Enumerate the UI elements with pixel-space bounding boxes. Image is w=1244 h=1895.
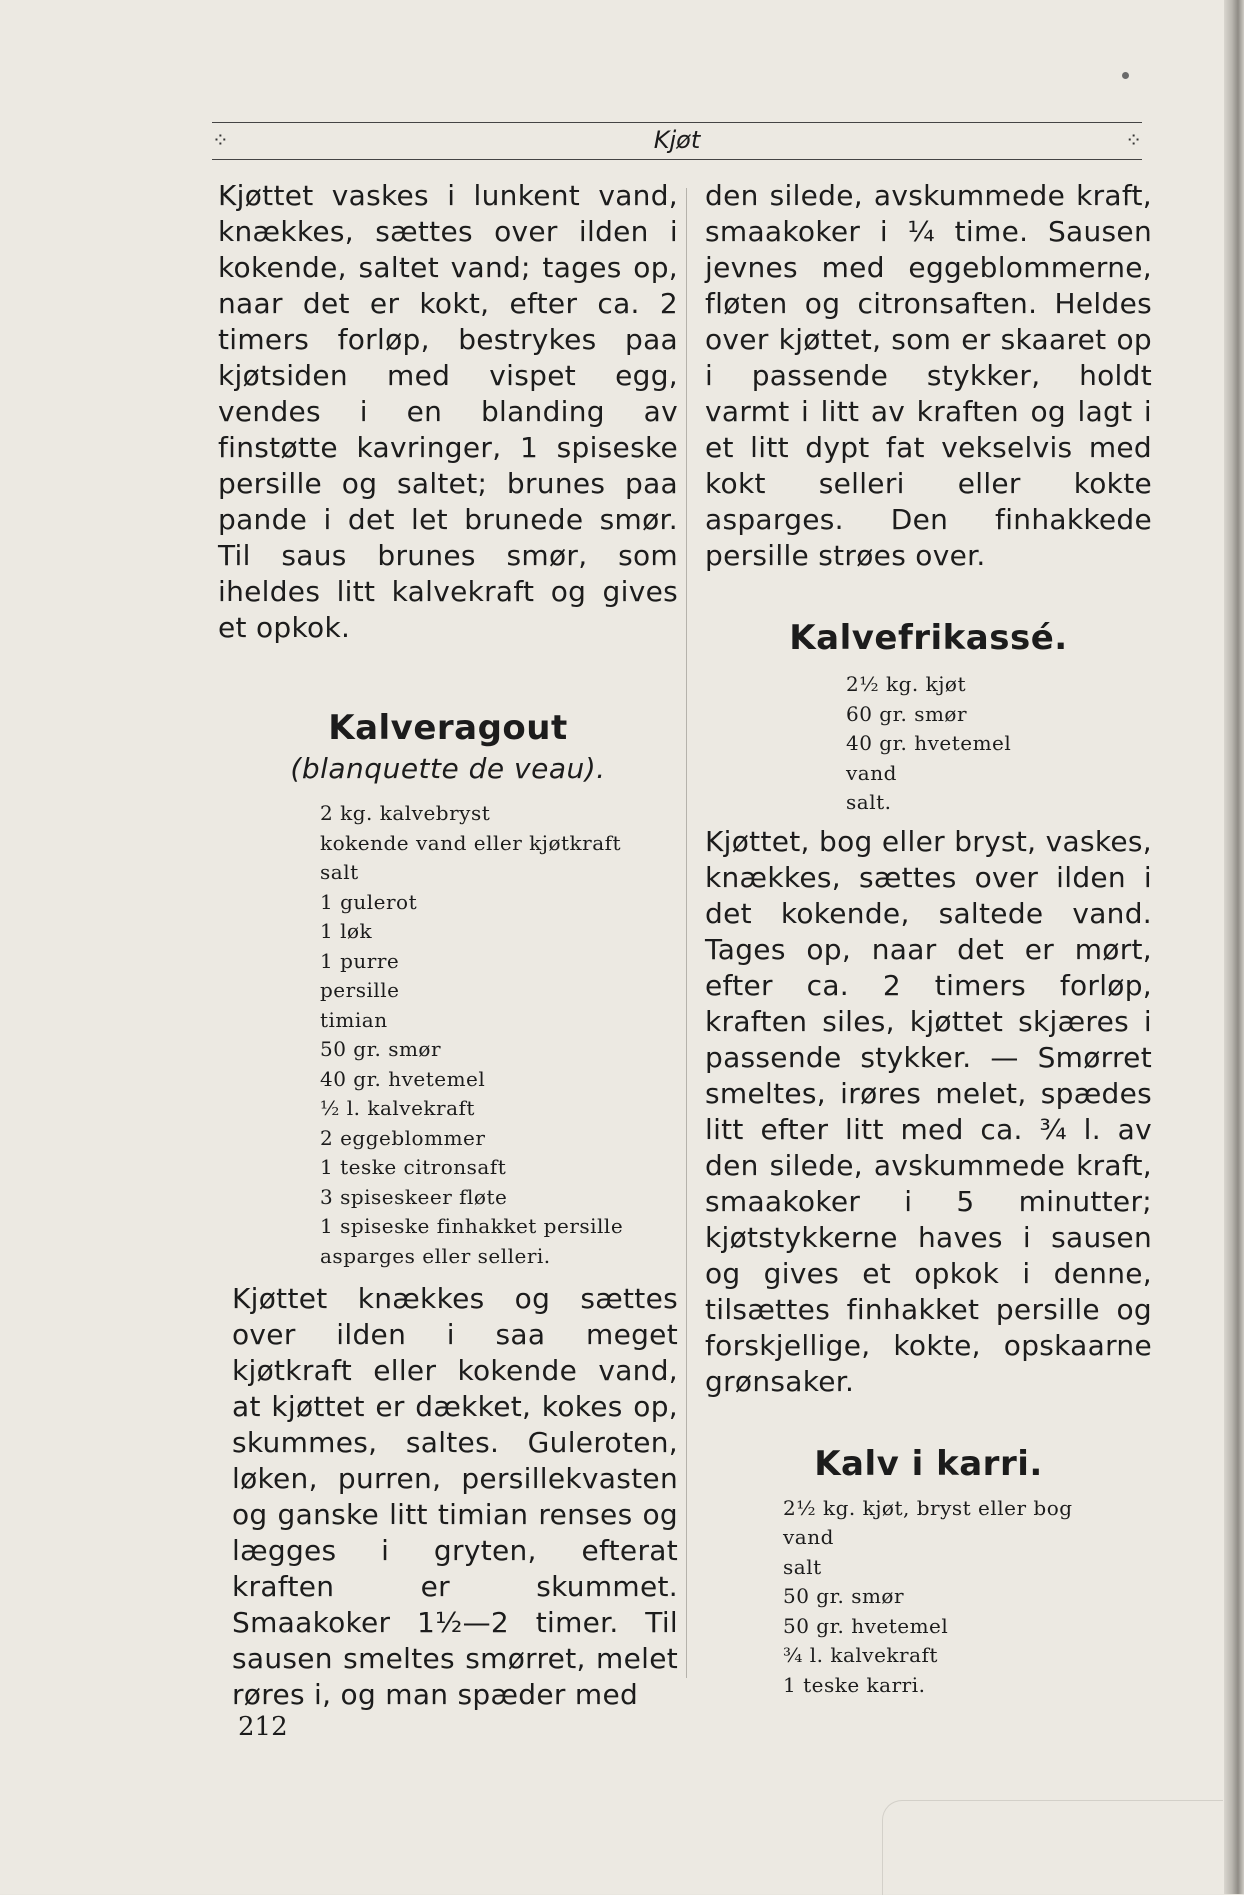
- print-speck: [1122, 72, 1129, 79]
- ingredient-item: 2 kg. kalvebryst: [320, 801, 491, 825]
- right-column: [705, 178, 1152, 1700]
- ingredient-item: 1 purre: [320, 948, 400, 973]
- ingredient-item: persille: [320, 978, 400, 1002]
- ingredient-item: 2½ kg. kjøt, bryst eller bog: [783, 1495, 1073, 1520]
- ingredient-item: ¾ l. kalvekraft: [783, 1643, 938, 1667]
- ingredient-item: 2 eggeblommer: [320, 1125, 486, 1150]
- running-head: [212, 118, 1142, 160]
- ingredient-list-kalveragout: [320, 799, 678, 1271]
- ingredient-item: salt: [783, 1554, 822, 1579]
- ornament-right-icon: ⁘: [1125, 128, 1142, 152]
- ingredient-item: 50 gr. hvetemel: [783, 1613, 949, 1638]
- ingredient-item: 40 gr. hvetemel: [320, 1066, 486, 1091]
- ingredient-item: vand: [846, 760, 897, 785]
- recipe-subtitle: (blanquette de veau).: [290, 752, 606, 785]
- ingredient-item: 3 spiseskeer fløte: [320, 1184, 508, 1209]
- ingredient-item: 1 spiseske finhakket persille: [320, 1214, 624, 1238]
- ingredient-item: 1 gulerot: [320, 889, 418, 914]
- chapter-title: Kjøt: [653, 126, 701, 154]
- recipe-title-kalv-i-karri: Kalv i karri.: [814, 1443, 1043, 1484]
- page-number: 212: [238, 1712, 288, 1742]
- ingredient-item: 1 løk: [320, 919, 373, 943]
- ingredient-item: 1 teske citronsaft: [320, 1155, 507, 1179]
- page-tab-outline: [882, 1800, 1223, 1895]
- ingredient-item: salt.: [846, 790, 892, 814]
- continued-paragraph: den silede, avskummede kraft, smaakoker i ¼ time. Sausen jevnes med eggeblommerne, fløten og citronsaften. Heldes over kjøttet, som er skaaret op i passende stykker, holdt varmt i litt av kraften og lagt i et litt dypt fat vekselvis med kokt selleri eller kokte asparges. Den finhakkede persille strøes over.: [705, 179, 1152, 572]
- ingredient-item: 1 teske karri.: [783, 1672, 926, 1697]
- header-rule-top: [212, 122, 1142, 123]
- ingredient-item: 50 gr. smør: [783, 1584, 905, 1608]
- recipe-title-kalveragout: Kalveragout: [328, 708, 568, 748]
- method-paragraph-kalveragout: Kjøttet knækkes og sættes over ilden i saa meget kjøtkraft eller kokende vand, at kjøttet er dækket, kokes op, skummes, saltes. Guleroten, løken, purren, persillekvasten og ganske litt timian renses og lægges i gryten, efterat kraften er skummet. Smaakoker 1½—2 timer. Til sausen smeltes smørret, melet røres i, og man spæder med: [232, 1282, 678, 1711]
- ingredient-item: asparges eller selleri.: [320, 1243, 551, 1268]
- ornament-left-icon: ⁘: [212, 128, 229, 152]
- ingredient-item: 40 gr. hvetemel: [846, 731, 1012, 755]
- ingredient-item: vand: [783, 1525, 834, 1549]
- ingredient-item: ½ l. kalvekraft: [320, 1096, 475, 1120]
- ingredient-item: 60 gr. smør: [846, 701, 968, 726]
- ingredient-list-kalvefrikasse: [846, 670, 1152, 818]
- ingredient-item: 2½ kg. kjøt: [846, 672, 967, 696]
- column-divider: [686, 188, 687, 1678]
- left-column: [218, 178, 678, 1713]
- ingredient-item: kokende vand eller kjøtkraft: [320, 830, 622, 855]
- ingredient-item: timian: [320, 1007, 388, 1032]
- page-edge: [1224, 0, 1244, 1894]
- header-rule-bottom: [212, 159, 1142, 160]
- ingredient-item: salt: [320, 860, 359, 884]
- ingredient-list-kalv-i-karri: [783, 1494, 1152, 1701]
- method-paragraph-kalvefrikasse: Kjøttet, bog eller bryst, vaskes, knækkes, sættes over ilden i det kokende, saltede vand. Tages op, naar det er mørt, efter ca. 2 timers forløp, kraften siles, kjøttet skjæres i passende stykker. — Smørret smeltes, irøres melet, spædes litt efter litt med ca. ¾ l. av den silede, avskummede kraft, smaakoker i 5 minutter; kjøtstykkerne haves i sausen og gives et opkok i denne, tilsættes finhakket persille og forskjellige, kokte, opskaarne grønsaker.: [705, 824, 1152, 1398]
- recipe-title-kalvefrikasse: Kalvefrikassé.: [789, 618, 1068, 658]
- intro-paragraph: Kjøttet vaskes i lunkent vand, knækkes, sættes over ilden i kokende, saltet vand; tages op, naar det er kokt, efter ca. 2 timers forløp, bestrykes paa kjøtsiden med vispet egg, vendes i en blanding av finstøtte kavringer, 1 spiseske persille og saltet; brunes paa pande i det let brunede smør. Til saus brunes smør, som iheldes litt kalvekraft og gives et opkok.: [218, 179, 678, 644]
- ingredient-item: 50 gr. smør: [320, 1037, 442, 1061]
